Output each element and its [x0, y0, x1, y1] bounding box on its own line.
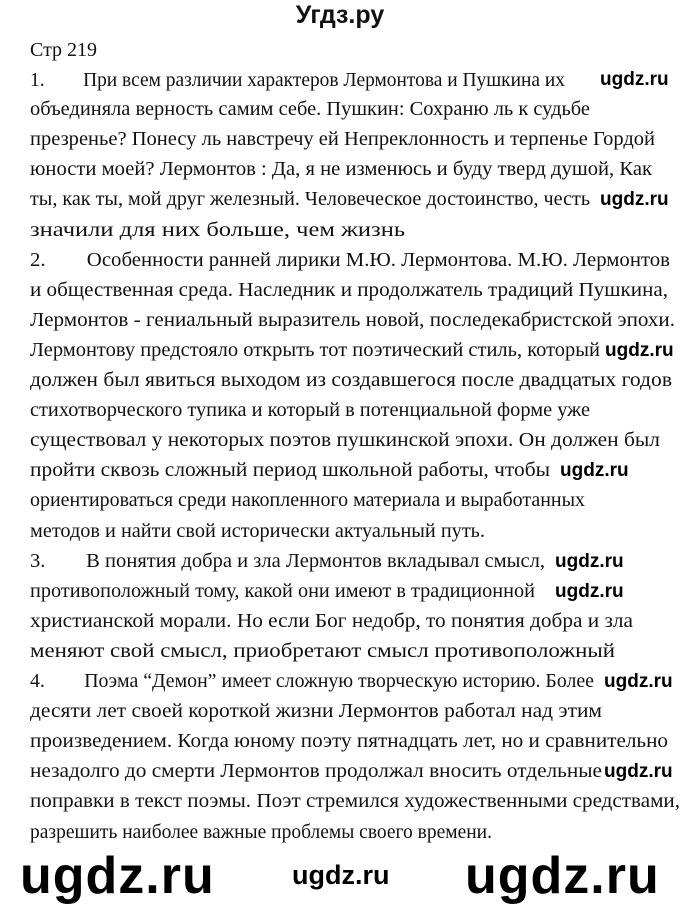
- watermark: ugdz.ru: [600, 69, 669, 90]
- paragraph-line: [30, 580, 535, 602]
- paragraph-line: [30, 489, 585, 511]
- paragraph-line: [30, 760, 602, 782]
- watermark: ugdz.ru: [555, 581, 624, 602]
- paragraph-text: незадолго до смерти Лермонтов продолжал вносить отдельные: [30, 760, 602, 782]
- paragraph-number: 2.: [30, 249, 46, 271]
- paragraph-number: 1.: [30, 69, 45, 91]
- paragraph-text: противоположный тому, какой они имеют в традиционной: [30, 580, 535, 602]
- watermark: ugdz.ru: [604, 671, 673, 692]
- paragraph-text: Особенности ранней лирики М.Ю. Лермонтова. М.Ю. Лермонтов: [86, 249, 670, 271]
- paragraph-first-line: [30, 550, 545, 572]
- paragraph-number: 4.: [30, 670, 45, 692]
- watermark: ugdz.ru: [292, 860, 390, 890]
- paragraph-text: произведением. Когда юному поэту пятнадцать лет, но и сравнительно: [30, 730, 668, 752]
- paragraph-line: [30, 279, 668, 301]
- paragraph-line: [30, 219, 405, 241]
- watermark: ugdz.ru: [604, 761, 673, 782]
- paragraph-text: и общественная среда. Наследник и продолжатель традиций Пушкина,: [30, 279, 668, 301]
- paragraph-line: [30, 188, 590, 210]
- paragraph-line: [30, 610, 633, 632]
- paragraph-text: пройти сквозь сложный период школьной работы, чтобы: [30, 459, 550, 481]
- paragraph-text: Лермонтову предстояло открыть тот поэтический стиль, который: [30, 339, 600, 361]
- paragraph-line: [30, 98, 590, 120]
- watermark: ugdz.ru: [560, 460, 629, 481]
- paragraph-text: ты, как ты, мой друг железный. Человеческое достоинство, честь: [30, 188, 590, 210]
- paragraph-line: [30, 640, 615, 662]
- paragraph-line: [30, 429, 660, 451]
- watermark: ugdz.ru: [600, 189, 669, 210]
- paragraph-text: разрешить наиболее важные проблемы своего времени.: [30, 821, 492, 843]
- paragraph-line: [30, 309, 675, 331]
- paragraph-line: [30, 158, 652, 180]
- paragraph-text: Лермонтов - гениальный выразитель новой, последекабристской эпохи.: [30, 309, 675, 331]
- paragraph-line: [30, 339, 600, 361]
- paragraph-text: стихотворческого тупика и который в потенциальной форме уже: [30, 399, 590, 421]
- page-number: Стр 219: [30, 39, 98, 61]
- paragraph-text: объединяла верность самим себе. Пушкин: Сохраню ль к судьбе: [30, 98, 590, 120]
- watermark: ugdz.ru: [465, 847, 660, 905]
- site-title: Угдз.ру: [295, 1, 385, 29]
- watermark: ugdz.ru: [555, 551, 624, 572]
- watermark: ugdz.ru: [605, 340, 674, 361]
- paragraph-text: существовал у некоторых поэтов пушкинской эпохи. Он должен был: [30, 429, 660, 451]
- paragraph-text: В понятия добра и зла Лермонтов вкладывал смысл,: [86, 550, 546, 572]
- paragraph-text: При всем различии характеров Лермонтова и Пушкина их: [83, 69, 565, 91]
- paragraph-text: десяти лет своей короткой жизни Лермонтов работал над этим: [30, 700, 602, 722]
- paragraph-text: юности моей? Лермонтов : Да, я не изменюсь и буду тверд душой, Как: [30, 158, 652, 180]
- paragraph-line: [30, 700, 602, 722]
- paragraph-first-line: [30, 249, 670, 271]
- watermark: ugdz.ru: [20, 847, 215, 905]
- paragraph-text: методов и найти свой исторически актуальный путь.: [30, 520, 485, 542]
- paragraph-text: ориентироваться среди накопленного материала и выработанных: [30, 489, 585, 511]
- paragraph-text: христианской морали. Но если Бог недобр, то понятия добра и зла: [30, 610, 633, 632]
- paragraph-line: [30, 821, 492, 843]
- paragraph-first-line: [30, 670, 594, 692]
- paragraph-line: [30, 459, 550, 481]
- paragraph-text: Поэма “Демон” имеет сложную творческую историю. Более: [84, 670, 594, 692]
- paragraph-line: [30, 730, 668, 752]
- paragraph-text: презренье? Понесу ль навстречу ей Непреклонность и терпенье Гордой: [30, 128, 655, 150]
- paragraph-text: поправки в текст поэмы. Поэт стремился художественными средствами,: [30, 790, 680, 812]
- paragraph-line: [30, 520, 485, 542]
- paragraph-number: 3.: [30, 550, 46, 572]
- paragraph-line: [30, 790, 680, 812]
- paragraph-text: меняют свой смысл, приобретают смысл противоположный: [30, 640, 615, 662]
- paragraph-text: значили для них больше, чем жизнь: [30, 219, 405, 241]
- paragraph-first-line: [30, 69, 565, 91]
- paragraph-text: должен был явиться выходом из создавшегося после двадцатых годов: [30, 369, 672, 391]
- paragraph-line: [30, 369, 672, 391]
- paragraph-line: [30, 399, 590, 421]
- paragraph-line: [30, 128, 655, 150]
